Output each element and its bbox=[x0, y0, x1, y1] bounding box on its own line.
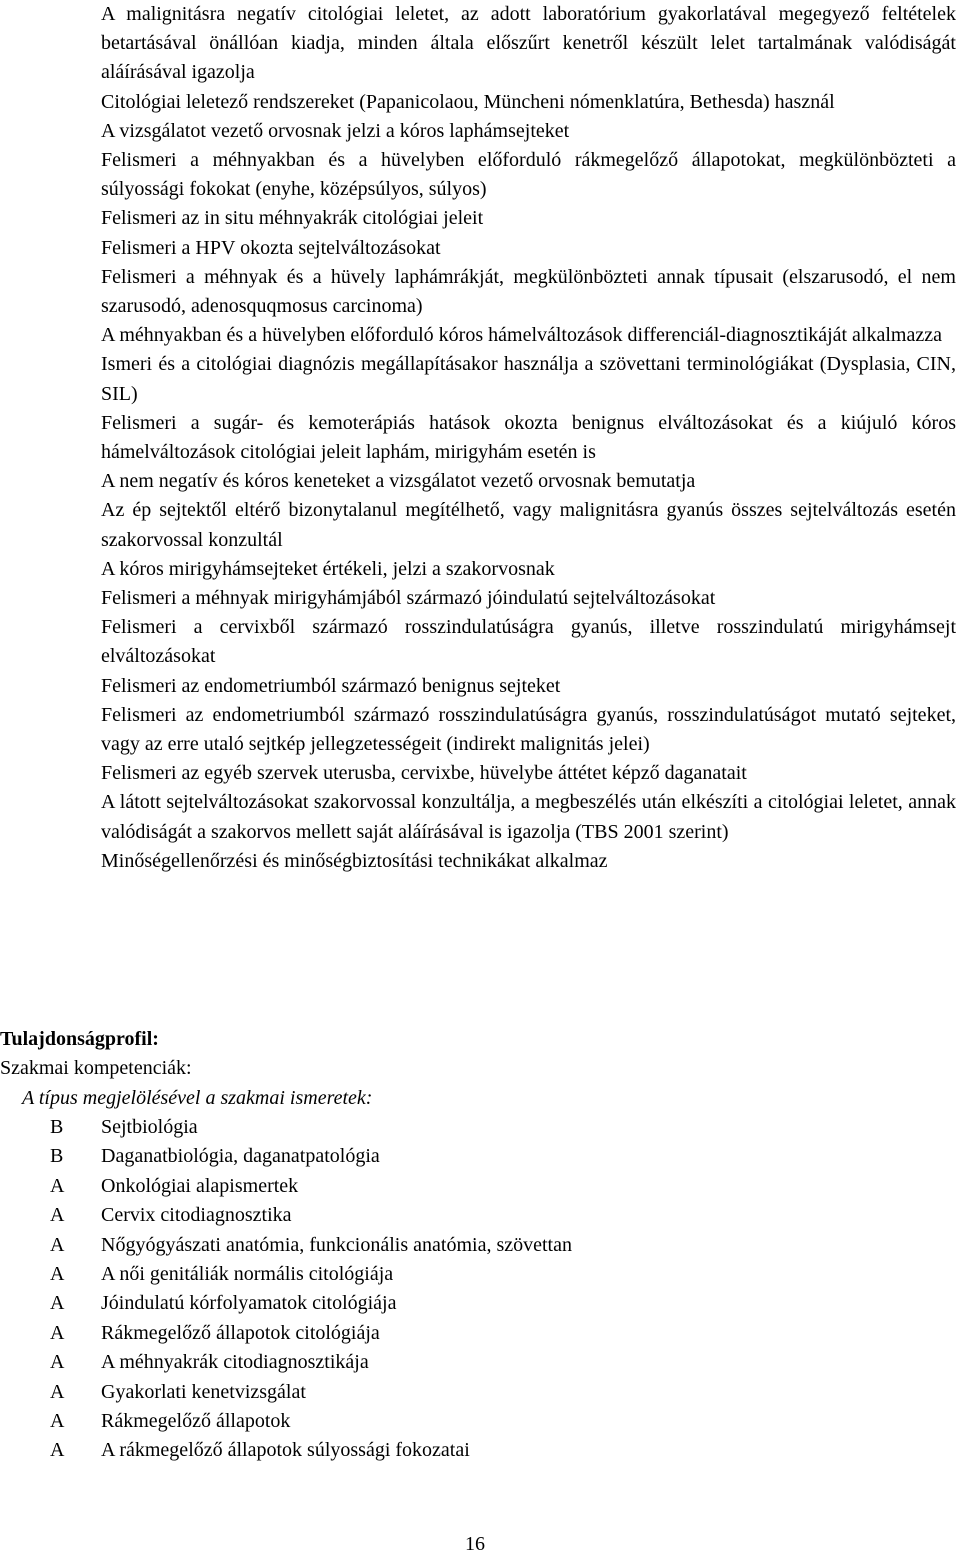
knowledge-item bbox=[0, 1289, 960, 1318]
knowledge-type: A bbox=[50, 1351, 65, 1374]
knowledge-item bbox=[0, 1348, 960, 1377]
task-item: Citológiai leletező rendszereket (Papanicolaou, Müncheni nómenklatúra, Bethesda) használ bbox=[101, 90, 835, 113]
page-number: 16 bbox=[465, 1533, 485, 1555]
knowledge-text: Rákmegelőző állapotok bbox=[101, 1409, 291, 1432]
knowledge-item bbox=[0, 1378, 960, 1407]
task-item: Felismeri a méhnyak és a hüvely laphámrákját, megkülönbözteti annak típusait (elszarusodó, el nem szarusodó, adenosquqmosus carcinoma) bbox=[101, 265, 956, 318]
competence-label: Szakmai kompetenciák: bbox=[0, 1057, 192, 1079]
knowledge-item bbox=[0, 1113, 960, 1142]
knowledge-type-label: A típus megjelölésével a szakmai ismeretek: bbox=[22, 1087, 373, 1109]
knowledge-text: A női genitáliák normális citológiája bbox=[101, 1262, 394, 1285]
knowledge-item bbox=[0, 1172, 960, 1201]
knowledge-text: Nőgyógyászati anatómia, funkcionális anatómia, szövettan bbox=[101, 1233, 572, 1256]
task-item: Felismeri az in situ méhnyakrák citológiai jeleit bbox=[101, 207, 484, 230]
knowledge-text: A méhnyakrák citodiagnosztikája bbox=[101, 1351, 369, 1374]
task-item: Minőségellenőrzési és minőségbiztosítási technikákat alkalmaz bbox=[101, 849, 608, 872]
knowledge-type: A bbox=[50, 1409, 65, 1432]
task-item: Az ép sejtektől eltérő bizonytalanul megítélhető, vagy malignitásra gyanús összes sejtelváltozás esetén szakorvossal konzultál bbox=[101, 499, 956, 551]
knowledge-type: A bbox=[50, 1233, 65, 1256]
knowledge-type: A bbox=[50, 1292, 65, 1315]
task-item: Ismeri és a citológiai diagnózis megállapításakor használja a szövettani terminológiákat (Dysplasia, CIN, SIL) bbox=[101, 353, 956, 405]
knowledge-list bbox=[0, 1113, 960, 1466]
knowledge-text: Jóindulatú kórfolyamatok citológiája bbox=[101, 1292, 397, 1315]
knowledge-item bbox=[0, 1201, 960, 1230]
knowledge-type: B bbox=[50, 1116, 64, 1138]
knowledge-text: Gyakorlati kenetvizsgálat bbox=[101, 1380, 306, 1403]
knowledge-text: Cervix citodiagnosztika bbox=[101, 1204, 292, 1227]
task-item: A nem negatív és kóros keneteket a vizsgálatot vezető orvosnak bemutatja bbox=[101, 470, 696, 493]
knowledge-type: A bbox=[50, 1262, 65, 1285]
knowledge-item bbox=[0, 1231, 960, 1260]
task-item: Felismeri a sugár- és kemoterápiás hatások okozta benignus elváltozásokat és a kiújuló kóros hámelváltozások citológiai jeleit laphám, mirigyhám esetén is bbox=[101, 411, 956, 464]
task-item: Felismeri az endometriumból származó rosszindulatúságra gyanús, rosszindulatúságot mutató sejteket, vagy az erre utaló sejtkép jellegzetességeit (indirekt malignitás jelei) bbox=[101, 703, 956, 756]
task-item: A vizsgálatot vezető orvosnak jelzi a kóros laphámsejteket bbox=[101, 119, 570, 142]
knowledge-type: A bbox=[50, 1380, 65, 1403]
knowledge-type: A bbox=[50, 1174, 65, 1197]
task-item: Felismeri az endometriumból származó benignus sejteket bbox=[101, 674, 561, 697]
task-list bbox=[101, 0, 956, 876]
knowledge-type: A bbox=[50, 1204, 65, 1227]
task-item: Felismeri az egyéb szervek uterusba, cervixbe, hüvelybe áttétet képző daganatait bbox=[101, 762, 747, 785]
knowledge-text: A rákmegelőző állapotok súlyossági fokozatai bbox=[101, 1439, 470, 1462]
task-item: Felismeri a HPV okozta sejtelváltozásokat bbox=[101, 236, 441, 259]
knowledge-type: A bbox=[50, 1321, 65, 1344]
task-item: A kóros mirigyhámsejteket értékeli, jelzi a szakorvosnak bbox=[101, 557, 555, 580]
task-item: Felismeri a méhnyak mirigyhámjából származó jóindulatú sejtelváltozásokat bbox=[101, 587, 716, 610]
knowledge-type: B bbox=[50, 1145, 64, 1168]
task-item: A malignitásra negatív citológiai leletet, az adott laboratórium gyakorlatával megegyező feltételek betartásával önállóan kiadja, minden általa előszűrt kenetről készült lelet tartalmának valódiságát aláírásával igazolja bbox=[101, 3, 956, 84]
knowledge-item bbox=[0, 1260, 960, 1289]
task-item: Felismeri a méhnyakban és a hüvelyben előforduló rákmegelőző állapotokat, megkülönbözteti a súlyossági fokokat (enyhe, középsúlyos, súlyos) bbox=[101, 149, 956, 201]
knowledge-text: Sejtbiológia bbox=[101, 1116, 198, 1138]
task-item: Felismeri a cervixből származó rosszindulatúságra gyanús, illetve rosszindulatú mirigyhámsejt elváltozásokat bbox=[101, 616, 956, 668]
knowledge-text: Daganatbiológia, daganatpatológia bbox=[101, 1145, 380, 1168]
knowledge-item bbox=[0, 1319, 960, 1348]
knowledge-item bbox=[0, 1142, 960, 1171]
knowledge-text: Onkológiai alapismertek bbox=[101, 1174, 299, 1197]
profile-title: Tulajdonságprofil: bbox=[0, 1028, 159, 1050]
knowledge-item bbox=[0, 1407, 960, 1436]
task-item: A látott sejtelváltozásokat szakorvossal konzultálja, a megbeszélés után elkészíti a citológiai leletet, annak valódiságát a szakorvos mellett saját aláírásával is igazolja (TBS 2001 szerint) bbox=[101, 791, 956, 843]
knowledge-type: A bbox=[50, 1439, 65, 1462]
knowledge-item bbox=[0, 1436, 960, 1465]
knowledge-text: Rákmegelőző állapotok citológiája bbox=[101, 1321, 380, 1344]
task-item: A méhnyakban és a hüvelyben előforduló kóros hámelváltozások differenciál-diagnosztikáját alkalmazza bbox=[101, 324, 942, 347]
